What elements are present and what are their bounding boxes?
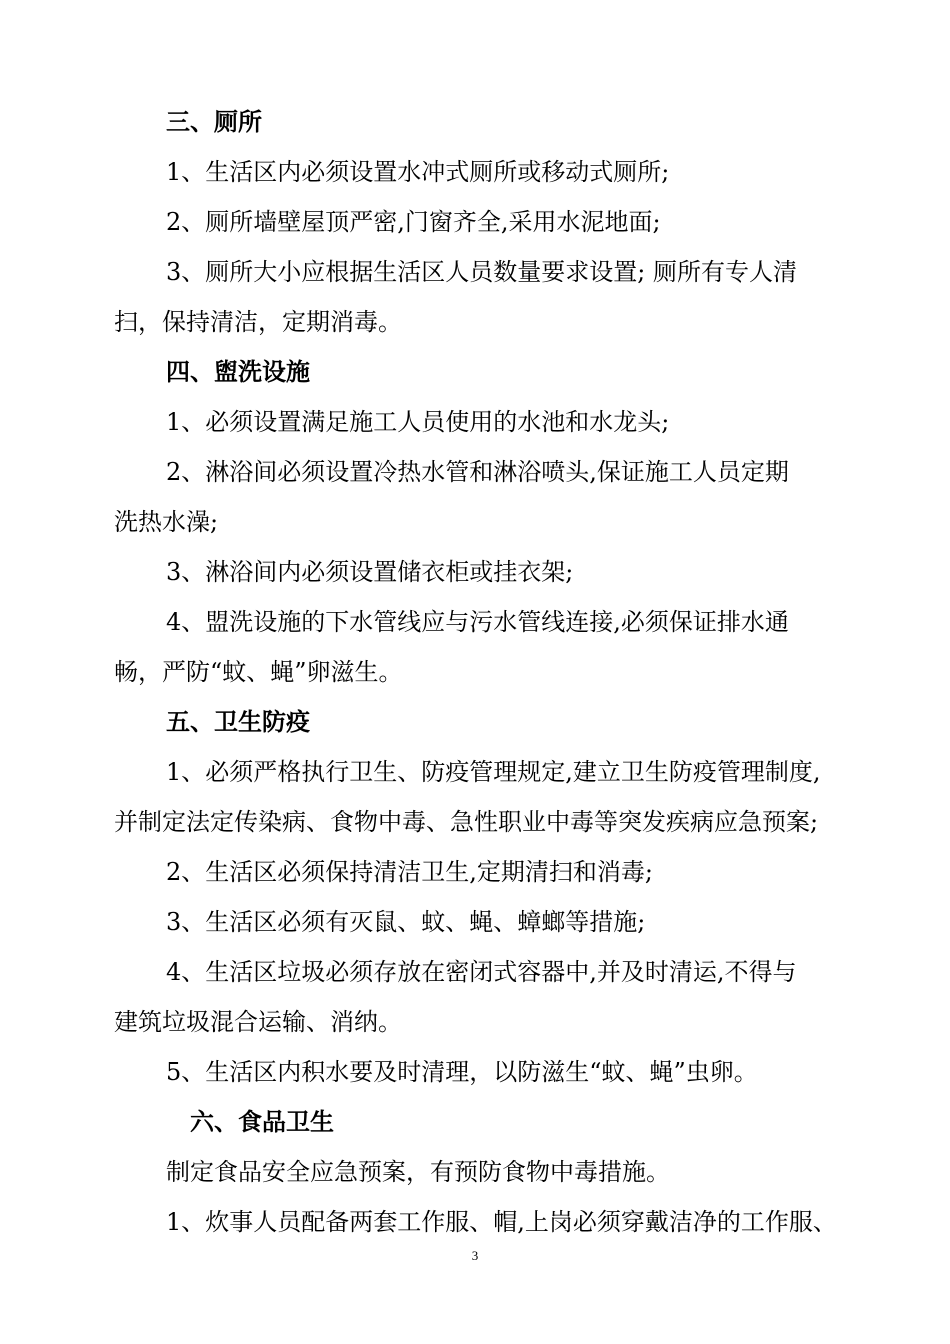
section-heading: 四、盥洗设施 [166, 357, 310, 386]
page-number: 3 [471, 1248, 479, 1263]
paragraph-line: 制定食品安全应急预案，有预防食物中毒措施。 [166, 1158, 670, 1186]
paragraph-line: 3、淋浴间内必须设置储衣柜或挂衣架; [166, 558, 574, 586]
paragraph-line: 洗热水澡; [114, 508, 219, 536]
paragraph-line: 1、炊事人员配备两套工作服、帽,上岗必须穿戴洁净的工作服、 [166, 1208, 837, 1236]
paragraph-line: 5、生活区内积水要及时清理，以防滋生“蚊、蝇”虫卵。 [166, 1058, 758, 1086]
paragraph-line: 2、淋浴间必须设置冷热水管和淋浴喷头,保证施工人员定期 [166, 458, 789, 486]
paragraph-line: 扫，保持清洁，定期消毒。 [114, 308, 402, 336]
paragraph-line: 并制定法定传染病、食物中毒、急性职业中毒等突发疾病应急预案; [114, 808, 819, 836]
paragraph-line: 3、生活区必须有灭鼠、蚊、蝇、蟑螂等措施; [166, 908, 646, 936]
paragraph-line: 1、必须严格执行卫生、防疫管理规定,建立卫生防疫管理制度, [166, 758, 821, 786]
paragraph-line: 2、厕所墙壁屋顶严密,门窗齐全,采用水泥地面; [166, 208, 661, 236]
paragraph-line: 建筑垃圾混合运输、消纳。 [114, 1008, 402, 1036]
paragraph-line: 2、生活区必须保持清洁卫生,定期清扫和消毒; [166, 858, 653, 886]
section-heading: 六、食品卫生 [190, 1107, 334, 1136]
paragraph-line: 4、生活区垃圾必须存放在密闭式容器中,并及时清运,不得与 [166, 958, 797, 986]
paragraph-line: 畅，严防“蚊、蝇”卵滋生。 [114, 658, 403, 686]
paragraph-line: 1、生活区内必须设置水冲式厕所或移动式厕所; [166, 158, 670, 186]
paragraph-line: 1、必须设置满足施工人员使用的水池和水龙头; [166, 408, 670, 436]
paragraph-line: 4、盟洗设施的下水管线应与污水管线连接,必须保证排水通 [166, 608, 789, 636]
paragraph-line: 3、厕所大小应根据生活区人员数量要求设置; 厕所有专人清 [166, 258, 797, 286]
section-heading: 三、厕所 [166, 107, 262, 136]
section-heading: 五、卫生防疫 [166, 707, 310, 736]
